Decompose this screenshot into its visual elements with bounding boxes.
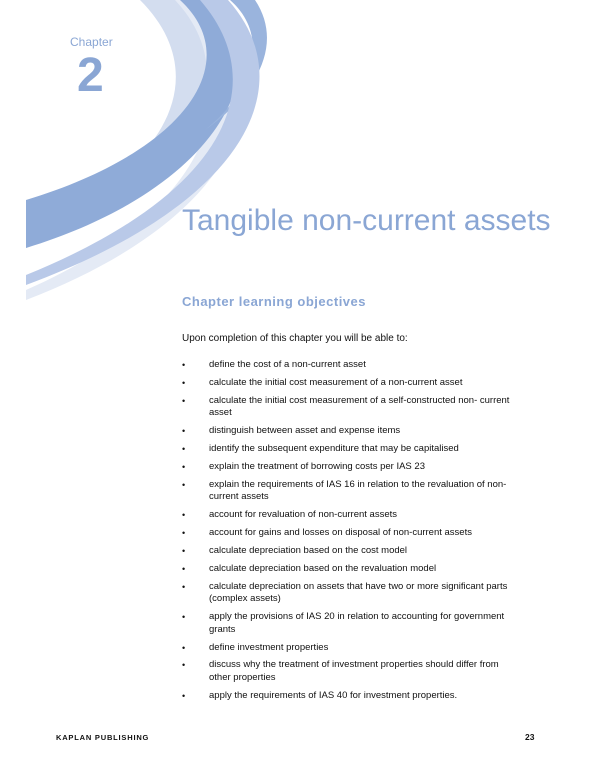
objective-text: account for revaluation of non-current assets bbox=[209, 509, 397, 521]
bullet-icon: • bbox=[182, 690, 186, 701]
objective-text: calculate the initial cost measurement of a non-current asset bbox=[209, 376, 463, 388]
footer-publisher: KAPLAN PUBLISHING bbox=[56, 733, 150, 742]
objective-item bbox=[182, 690, 522, 703]
objective-item bbox=[182, 395, 522, 420]
objective-item bbox=[182, 377, 522, 390]
bullet-icon: • bbox=[182, 395, 186, 406]
objective-item bbox=[182, 611, 522, 636]
objective-text: account for gains and losses on disposal of non-current assets bbox=[209, 527, 472, 539]
bullet-icon: • bbox=[182, 510, 186, 521]
objective-item bbox=[182, 479, 522, 504]
objective-text: identify the subsequent expenditure that may be capitalised bbox=[209, 443, 459, 455]
objective-item bbox=[182, 642, 522, 655]
objective-text: distinguish between asset and expense items bbox=[209, 425, 401, 437]
bullet-icon: • bbox=[182, 563, 186, 574]
objective-item bbox=[182, 527, 522, 540]
objective-item bbox=[182, 461, 522, 474]
objective-text: apply the requirements of IAS 40 for investment properties. bbox=[209, 689, 458, 701]
bullet-icon: • bbox=[182, 377, 186, 388]
bullet-icon: • bbox=[182, 612, 186, 623]
objective-item bbox=[182, 425, 522, 438]
objective-item bbox=[182, 581, 522, 606]
objective-text: explain the treatment of borrowing costs per IAS 23 bbox=[209, 460, 425, 472]
objective-item bbox=[182, 563, 522, 576]
intro-text: Upon completion of this chapter you will be able to: bbox=[182, 333, 408, 344]
objective-text: calculate depreciation based on the revaluation model bbox=[209, 562, 437, 574]
bullet-icon: • bbox=[182, 360, 186, 370]
bullet-icon: • bbox=[182, 461, 186, 472]
objective-text: explain the requirements of IAS 16 in relation to the revaluation of non-current assets bbox=[209, 478, 507, 503]
objective-item bbox=[182, 545, 522, 558]
bullet-icon: • bbox=[182, 642, 186, 653]
bullet-icon: • bbox=[182, 444, 186, 455]
objective-text: calculate depreciation based on the cost model bbox=[209, 545, 408, 557]
chapter-label: Chapter bbox=[70, 35, 113, 49]
bullet-icon: • bbox=[182, 660, 186, 671]
bullet-icon: • bbox=[182, 479, 186, 490]
objective-item bbox=[182, 659, 522, 684]
objectives-list bbox=[182, 359, 522, 708]
objective-text: calculate depreciation on assets that have two or more significant parts (complex assets) bbox=[209, 580, 508, 605]
bullet-icon: • bbox=[182, 426, 186, 437]
objective-item bbox=[182, 509, 522, 522]
section-heading: Chapter learning objectives bbox=[182, 294, 366, 309]
bullet-icon: • bbox=[182, 546, 186, 557]
chapter-number: 2 bbox=[77, 49, 104, 102]
objective-text: define the cost of a non-current asset bbox=[209, 359, 366, 370]
bullet-icon: • bbox=[182, 528, 186, 539]
objective-text: define investment properties bbox=[209, 641, 329, 653]
footer-page-number: 23 bbox=[525, 732, 535, 742]
page-title: Tangible non-current assets bbox=[182, 204, 551, 237]
bullet-icon: • bbox=[182, 581, 186, 592]
objective-text: discuss why the treatment of investment properties should differ from other properties bbox=[209, 659, 499, 683]
objective-text: apply the provisions of IAS 20 in relation to accounting for government grants bbox=[209, 611, 505, 635]
objective-item bbox=[182, 359, 522, 372]
objective-item bbox=[182, 443, 522, 456]
objective-text: calculate the initial cost measurement of a self-constructed non- current asset bbox=[209, 394, 510, 419]
